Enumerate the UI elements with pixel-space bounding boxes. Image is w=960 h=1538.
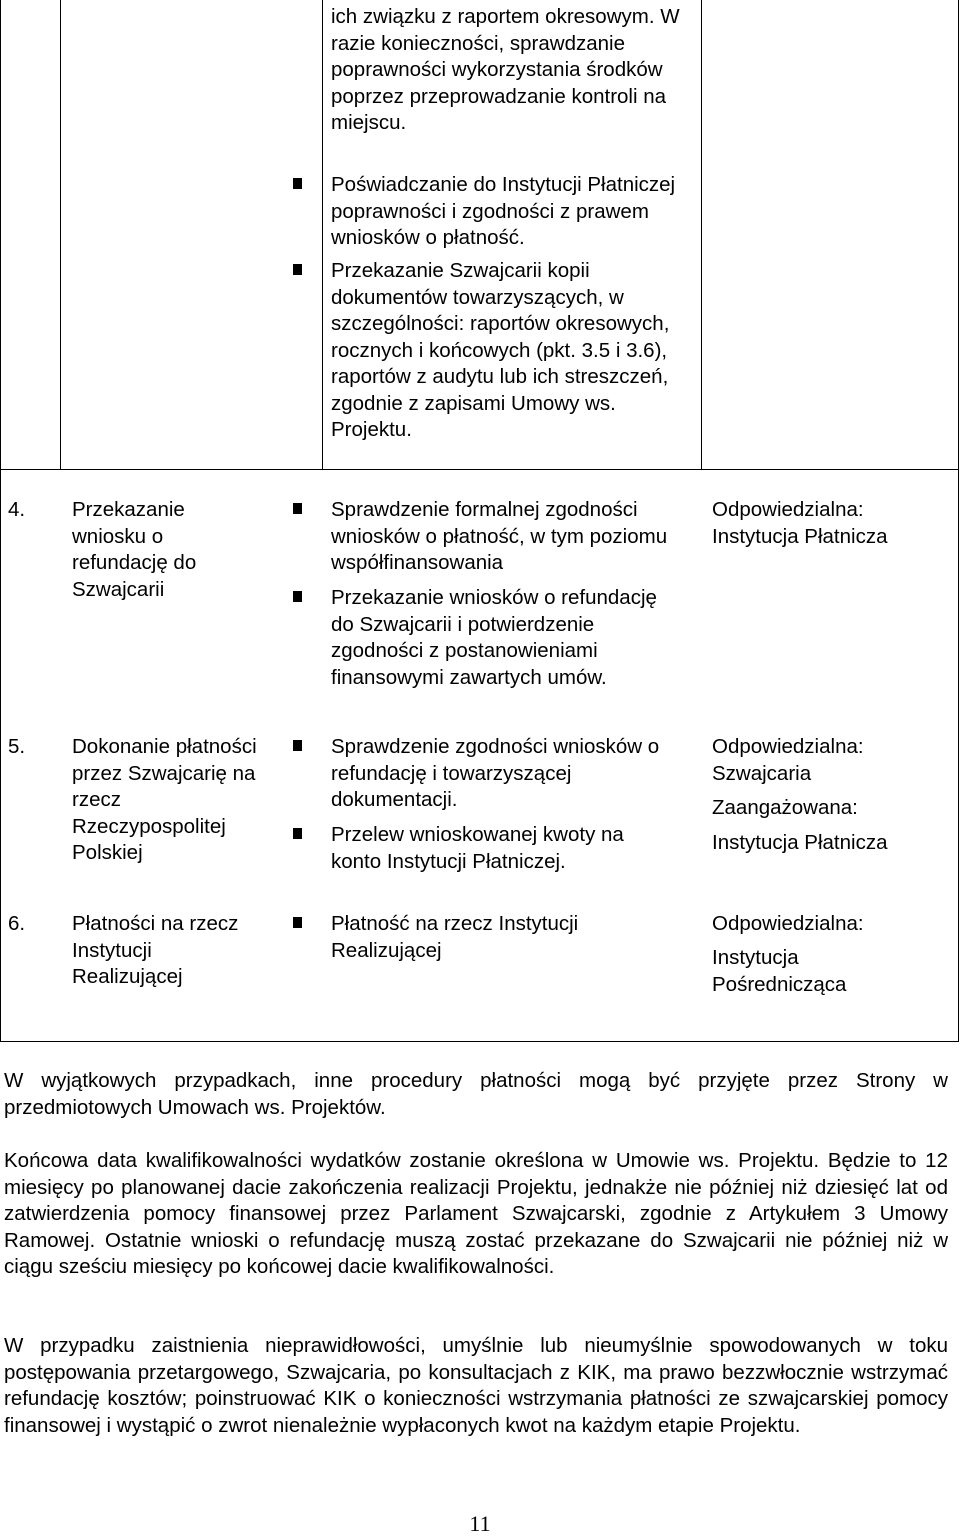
bullet-icon — [293, 740, 302, 751]
top-cell-bullet: Przekazanie Szwajcarii kopii dokumentów towarzyszących, w szczególności: raportów okresowych, rocznych i końcowych (pkt. 3.5 i 3.6), raportów z audytu lub ich streszczeń, zgodnie z zapisami Umowy ws. Projektu. — [331, 259, 670, 441]
top-cell-intro: ich związku z raportem okresowym. W razie konieczności, sprawdzanie poprawności wykorzystania środków poprzez przeprowadzanie kontroli na miejscu. — [331, 5, 680, 134]
involved-label: Zaangażowana: — [712, 796, 858, 819]
row-task: Sprawdzenie formalnej zgodności wniosków o płatność, w tym poziomu współfinansowania — [331, 498, 668, 574]
row-step-name: Płatności na rzecz Instytucji Realizującej — [72, 912, 239, 988]
body-paragraph: W wyjątkowych przypadkach, inne procedury płatności mogą być przyjęte przez Strony w przedmiotowych Umowach ws. Projektów. — [4, 1069, 948, 1119]
body-paragraph: W przypadku zaistnienia nieprawidłowości, umyślnie lub nieumyślnie spowodowanych w toku postępowania przetargowego, Szwajcaria, po konsultacjach z KIK, ma prawo bezzwłocznie wstrzymać refundację kosztów; poinstruować KIK o konieczności wstrzymania płatności ze szwajcarskiej pomocy finansowej i wystąpić o zwrot nienależnie wypłaconych kwot na każdym etapie Projektu. — [4, 1334, 948, 1437]
row-step-name: Dokonanie płatności przez Szwajcarię na rzecz Rzeczypospolitej Polskiej — [72, 735, 257, 864]
column-divider — [322, 0, 323, 470]
bullet-icon — [293, 828, 302, 839]
responsible-value: Instytucja Pośrednicząca — [712, 946, 847, 996]
row-divider — [0, 469, 959, 470]
page-number: 11 — [469, 1511, 491, 1536]
row-task: Przelew wnioskowanej kwoty na konto Instytucji Płatniczej. — [331, 823, 624, 873]
bullet-icon — [293, 178, 302, 189]
row-step-name: Przekazanie wniosku o refundację do Szwajcarii — [72, 498, 197, 601]
responsible-label: Odpowiedzialna: — [712, 735, 864, 758]
row-number: 5. — [8, 735, 26, 758]
table-border-right — [958, 0, 959, 1042]
body-paragraph: Końcowa data kwalifikowalności wydatków zostanie określona w Umowie ws. Projektu. Będzie to 12 miesięcy po planowanej dacie zakończenia realizacji Projektu, jednakże nie później niż dziesięć lat od zatwierdzenia pomocy finansowej przez Parlament Szwajcarski, zgodnie z Artykułem 3 Umowy Ramowej. Ostatnie wnioski o refundację muszą zostać przekazane do Szwajcarii nie później niż w ciągu sześciu miesięcy po końcowej dacie kwalifikowalności. — [4, 1149, 948, 1278]
table-border-bottom — [0, 1041, 959, 1042]
responsible-value: Szwajcaria — [712, 761, 812, 785]
row-task: Przekazanie wniosków o refundację do Szwajcarii i potwierdzenie zgodności z postanowieniami finansowymi zawartych umów. — [331, 586, 657, 689]
top-cell-bullet: Poświadczanie do Instytucji Płatniczej poprawności i zgodności z prawem wniosków o płatność. — [331, 173, 676, 249]
bullet-icon — [293, 264, 302, 275]
row-task: Sprawdzenie zgodności wniosków o refundację i towarzyszącej dokumentacji. — [331, 735, 660, 811]
bullet-icon — [293, 503, 302, 514]
table-border-left — [0, 0, 1, 1042]
column-divider — [60, 0, 61, 470]
row-task: Płatność na rzecz Instytucji Realizującej — [331, 912, 579, 962]
row-number: 4. — [8, 498, 26, 521]
responsible-label: Odpowiedzialna: — [712, 912, 864, 935]
bullet-icon — [293, 917, 302, 928]
row-number: 6. — [8, 912, 26, 935]
involved-value: Instytucja Płatnicza — [712, 831, 888, 854]
column-divider — [701, 0, 702, 470]
responsible-value: Instytucja Płatnicza — [712, 524, 888, 548]
bullet-icon — [293, 591, 302, 602]
responsible-label: Odpowiedzialna: — [712, 498, 864, 521]
